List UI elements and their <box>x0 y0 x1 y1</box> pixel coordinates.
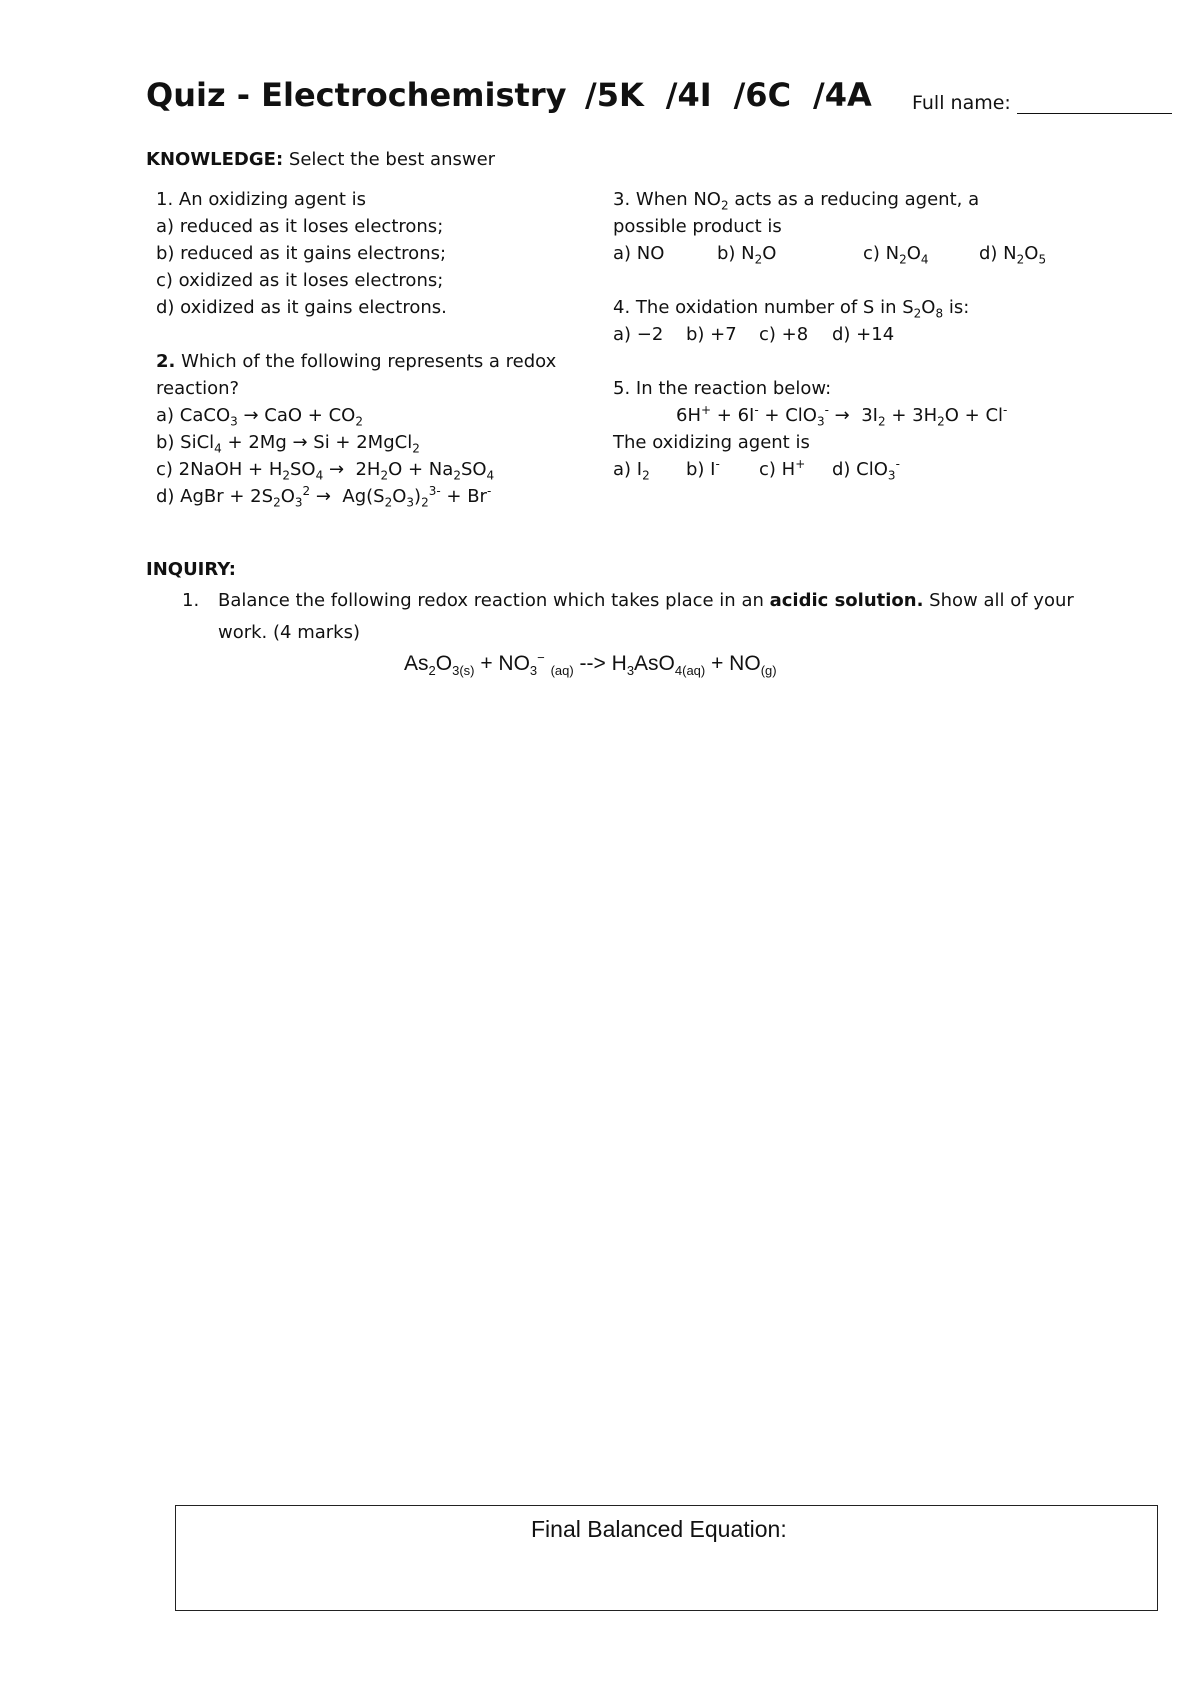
q2-option-d[interactable]: d) AgBr + $2S_2O_3^2 \to Ag(S_2O_3)_2^{3-} + Br^-$ <box>156 484 492 510</box>
q3-stem-line1: 3. When $NO_2$ acts as a reducing agent, a <box>613 189 980 213</box>
inquiry-q1-number: 1. <box>182 590 200 611</box>
q4-options <box>613 321 894 348</box>
q3-option-c[interactable]: c) $N_2O_4$ <box>863 243 929 267</box>
knowledge-heading-line <box>146 146 495 173</box>
q4-stem: 4. The oxidation number of S in $S_2O_8$ is: <box>613 297 970 321</box>
score-application: /4A <box>813 76 872 114</box>
q1-option-a[interactable]: a) reduced as it loses electrons; <box>156 216 444 237</box>
q3-option-d[interactable]: d) $N_2O_5$ <box>979 243 1047 267</box>
score-knowledge: /5K <box>585 76 644 114</box>
q5-number: 5. <box>613 378 631 399</box>
q5-text: In the reaction below: <box>635 378 832 399</box>
q5-option-a[interactable]: a) $I_2$ <box>613 459 650 483</box>
q2-text-line2: reaction? <box>156 378 240 399</box>
q1-option-b[interactable]: b) reduced as it gains electrons; <box>156 243 447 264</box>
score-inquiry: /4I <box>665 76 712 114</box>
q5-option-c[interactable]: c) H+ <box>759 457 806 480</box>
q2-option-a[interactable]: a) CaCO$_3$ → CaO + $CO_2$ <box>156 405 363 429</box>
q5-options <box>613 456 900 483</box>
q5-option-b[interactable]: b) I- <box>686 457 720 480</box>
q3-number: 3. <box>613 189 631 210</box>
q2-text-line1: Which of the following represents a redox <box>181 351 557 372</box>
q5-prompt: The oxidizing agent is <box>613 432 810 453</box>
page-title: Quiz - Electrochemistry <box>146 76 567 114</box>
q1-text: An oxidizing agent is <box>178 189 367 210</box>
inquiry-q1-text-bold: acidic solution. <box>769 590 924 611</box>
q2-option-c[interactable]: c) 2NaOH + $H_2SO_4 \to 2H_2O + Na_2SO_4$ <box>156 459 495 483</box>
full-name-label: Full name: <box>912 92 1011 114</box>
q1-number: 1. <box>156 189 174 210</box>
score-breakdown <box>585 76 894 114</box>
q1-option-c[interactable]: c) oxidized as it loses electrons; <box>156 270 444 291</box>
q3-options <box>613 240 1046 267</box>
q4-option-b[interactable]: b) +7 <box>686 324 737 345</box>
q4-option-d[interactable]: d) +14 <box>832 324 895 345</box>
q4-option-a[interactable]: a) −2 <box>613 324 664 345</box>
inquiry-q1-text-a: Balance the following redox reaction which takes place in an <box>218 590 770 611</box>
q4-number: 4. <box>613 297 631 318</box>
inquiry-heading: INQUIRY: <box>146 559 236 580</box>
q3-text-line2: possible product is <box>613 216 782 237</box>
q1-option-d[interactable]: d) oxidized as it gains electrons. <box>156 297 447 318</box>
redox-equation: $As_2O_{3(s)} + NO_3^-$ $_{(aq)}$ --> $H_3AsO_{4(aq)} + NO_{(g)}$ <box>404 650 777 679</box>
knowledge-instruction: Select the best answer <box>288 149 496 170</box>
inquiry-q1-text-b: Show all of your <box>923 590 1074 611</box>
q2-stem-line1 <box>156 348 556 375</box>
q5-stem <box>613 375 831 402</box>
q1-stem <box>156 186 366 213</box>
final-answer-box[interactable] <box>175 1505 1158 1611</box>
q2-number: 2. <box>156 351 176 372</box>
q2-option-b[interactable]: b) SiCl$_4$ + 2Mg → Si + 2MgCl$_2$ <box>156 432 420 456</box>
full-name-blank[interactable] <box>1017 95 1172 114</box>
final-answer-label: Final Balanced Equation: <box>531 1516 787 1542</box>
score-communication: /6C <box>733 76 792 114</box>
q5-option-d[interactable]: d) ClO$_3$- <box>832 457 900 483</box>
full-name-field[interactable] <box>912 92 1172 114</box>
inquiry-q1-text-line1 <box>218 587 1074 614</box>
knowledge-heading: KNOWLEDGE: <box>146 149 284 170</box>
q3-option-a[interactable]: a) NO <box>613 243 665 264</box>
q5-reaction: $6H^+ + 6I^- + ClO_3^- \to 3I_2 + 3H_2O + Cl^-$ <box>676 403 1008 429</box>
inquiry-q1-text-line2: work. (4 marks) <box>218 622 360 643</box>
q3-option-b[interactable]: b) $N_2O$ <box>717 243 777 267</box>
q4-option-c[interactable]: c) +8 <box>759 324 809 345</box>
